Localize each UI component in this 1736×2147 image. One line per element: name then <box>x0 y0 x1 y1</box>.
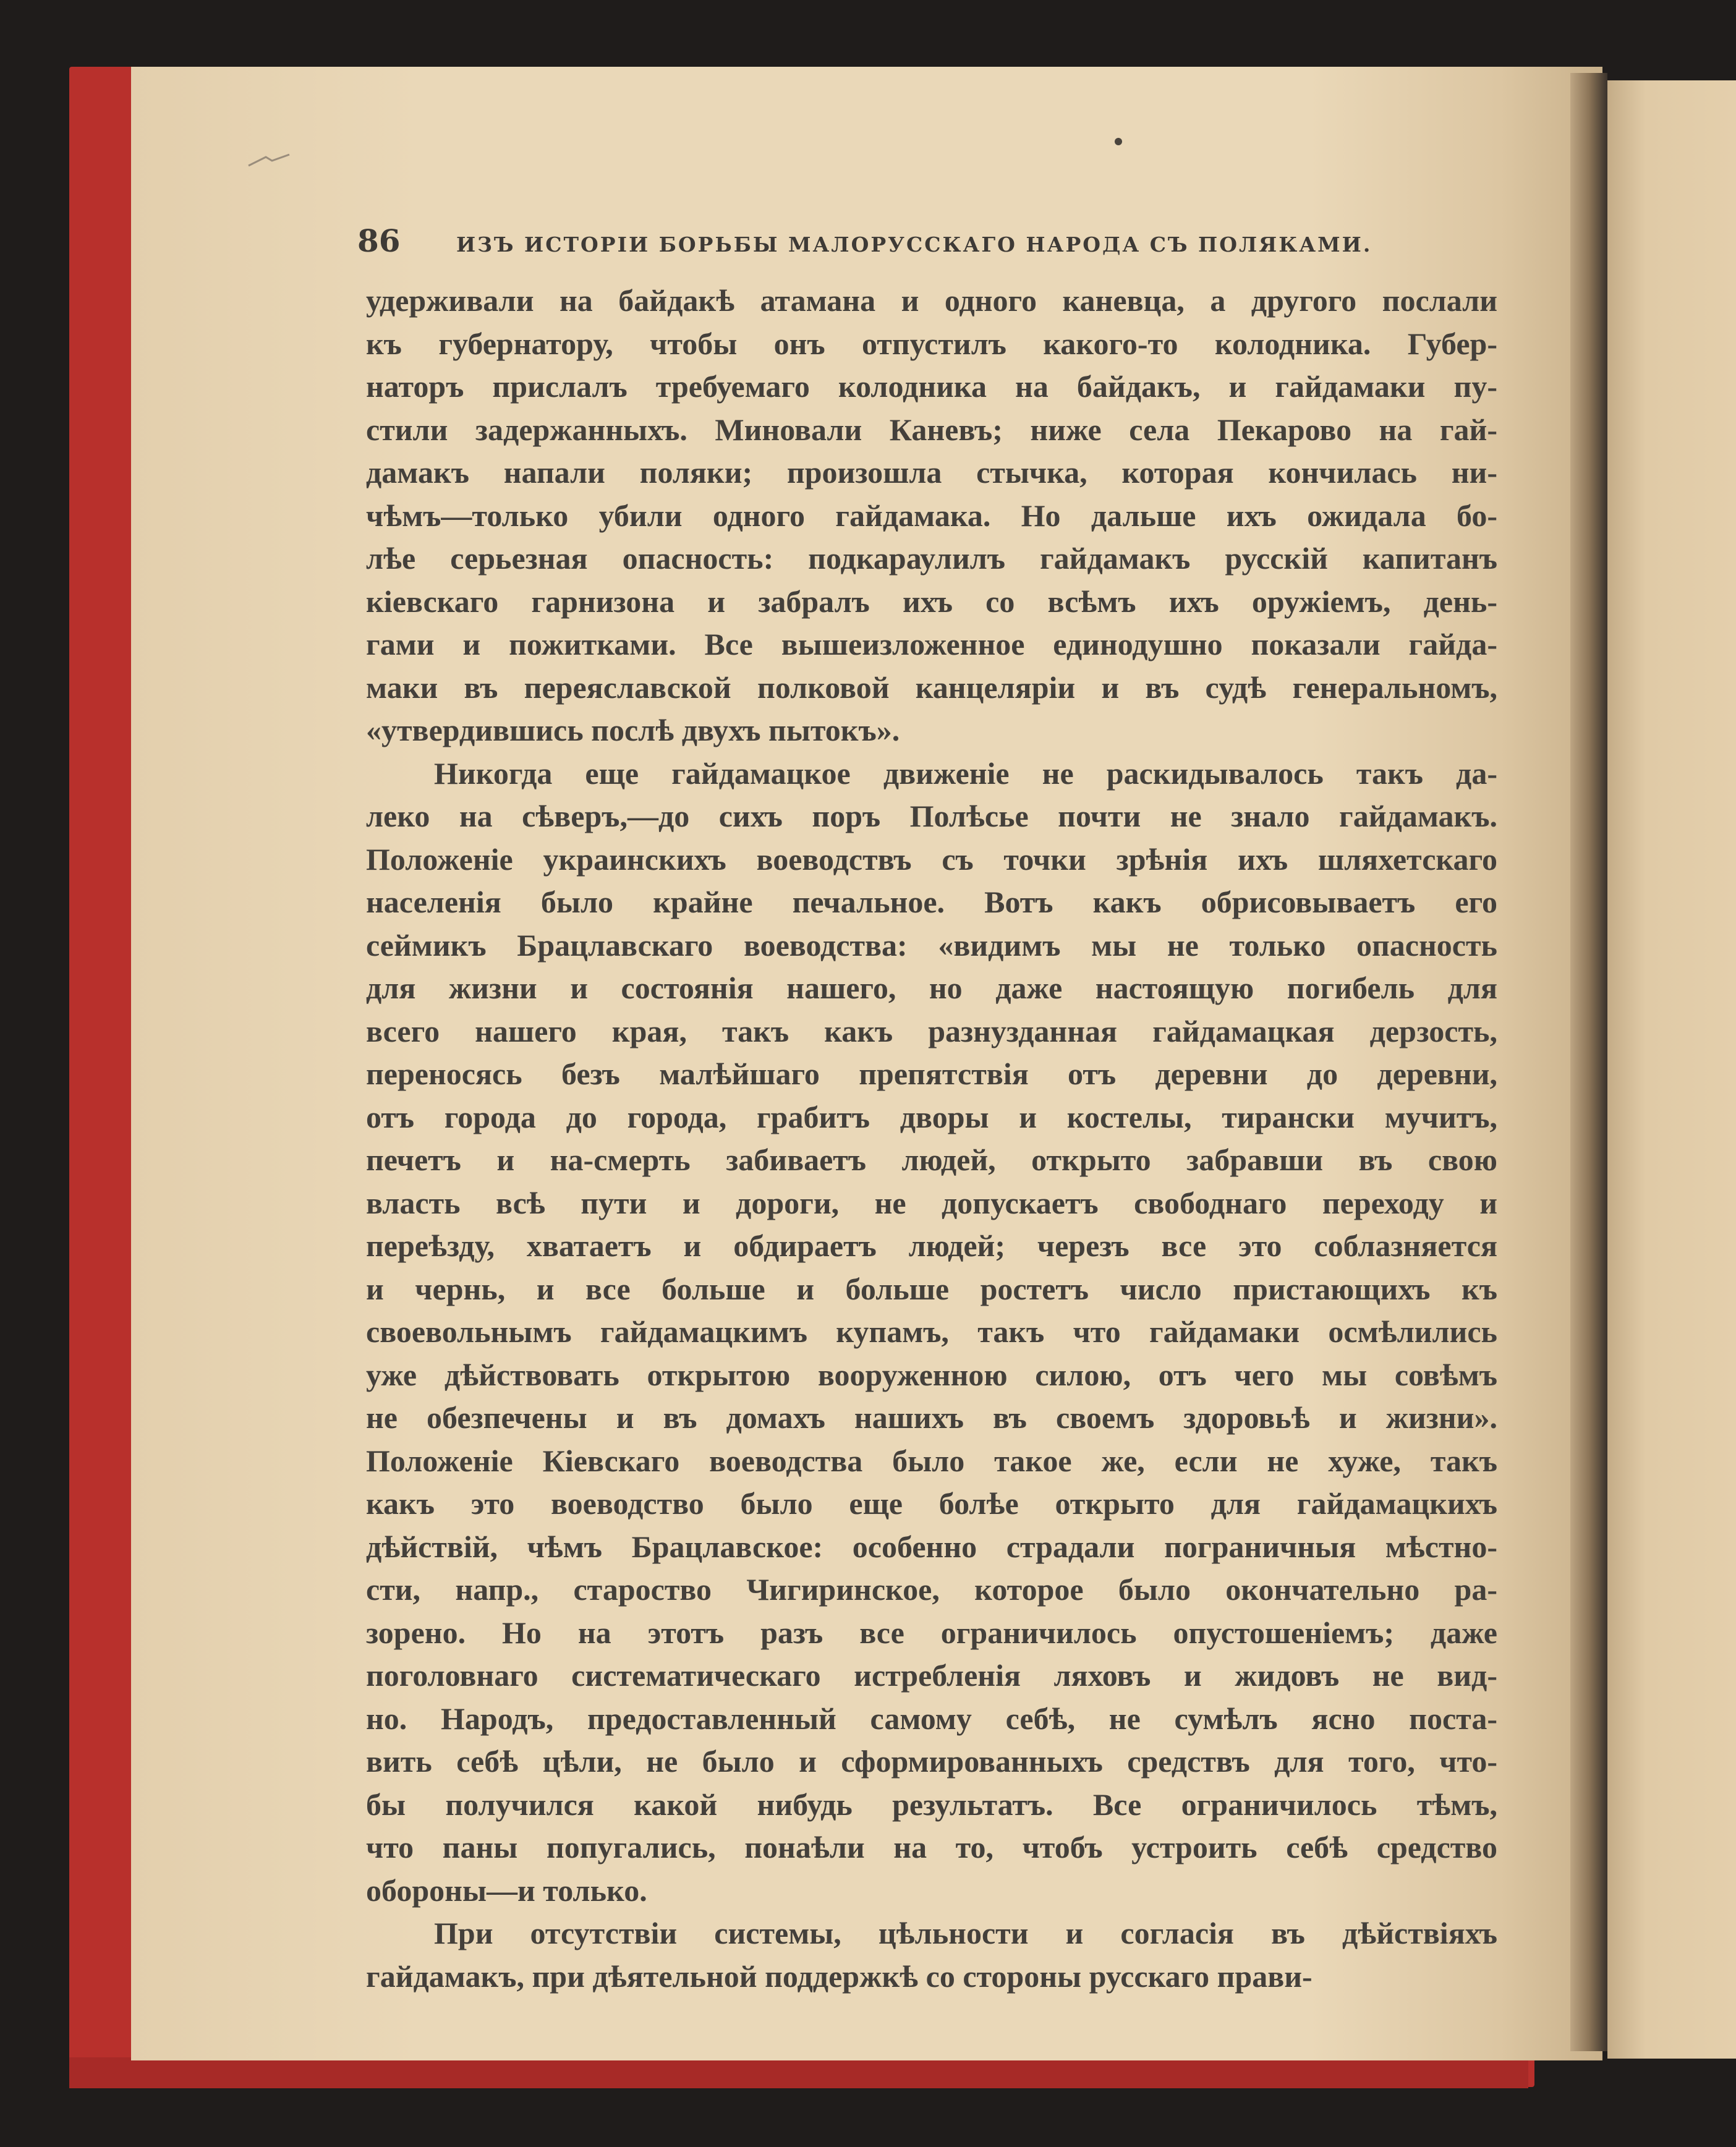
facing-page-edge <box>1607 80 1736 2059</box>
text-line: обороны—и только. <box>366 1873 647 1908</box>
text-line: Положеніе украинскихъ воеводствъ съ точки зрѣнія ихъ шляхетскаго <box>366 841 1497 877</box>
text-line: При отсутствіи системы, цѣльности и согласія въ дѣйствіяхъ <box>434 1916 1497 1950</box>
text-line: зорено. Но на этотъ разъ все ограничилось опустошеніемъ; даже <box>366 1615 1497 1650</box>
running-title: ИЗЪ ИСТОРІИ БОРЬБЫ МАЛОРУССКАГО НАРОДА СЪ ПОЛЯКАМИ. <box>456 232 1372 257</box>
text-line: какъ это воеводство было еще болѣе открыто для гайдамацкихъ <box>366 1486 1497 1521</box>
text-line: лѣе серьезная опасность: подкараулилъ гайдамакъ русскій капитанъ <box>366 541 1497 576</box>
text-line: «утвердившись послѣ двухъ пытокъ». <box>366 713 900 747</box>
text-line: маки въ переяславской полковой канцеляріи и въ судѣ генеральномъ, <box>366 670 1497 705</box>
text-line: для жизни и состоянія нашего, но даже настоящую погибель для <box>366 971 1497 1005</box>
ink-dot-mark <box>1115 138 1122 145</box>
text-line: поголовнаго систематическаго истребленія ляховъ и жидовъ не вид- <box>366 1658 1497 1693</box>
text-line: сеймикъ Брацлавскаго воеводства: «видимъ мы не только опасность <box>366 927 1497 963</box>
text-line: своевольнымъ гайдамацкимъ купамъ, такъ что гайдамаки осмѣлились <box>366 1314 1497 1349</box>
text-line: переносясь безъ малѣйшаго препятствія отъ деревни до деревни, <box>366 1056 1497 1091</box>
book-cover-bottom-edge <box>69 2057 1528 2088</box>
text-line: власть всѣ пути и дороги, не допускаетъ свободнаго переходу и <box>366 1185 1497 1220</box>
text-line: леко на сѣверъ,—до сихъ поръ Полѣсье почти не знало гайдамакъ. <box>366 799 1497 833</box>
page-number: 86 <box>357 223 401 259</box>
text-line: бы получился какой нибудь результатъ. Все ограничилось тѣмъ, <box>366 1787 1497 1822</box>
book-gutter <box>1570 73 1607 2051</box>
text-line: всего нашего края, такъ какъ разнузданная гайдамацкая дерзость, <box>366 1013 1497 1048</box>
text-line: переѣзду, хватаетъ и обдираетъ людей; черезъ все это соблазняется <box>366 1228 1497 1263</box>
text-line: вить себѣ цѣли, не было и сформированныхъ средствъ для того, что- <box>366 1744 1497 1779</box>
text-line: дамакъ напали поляки; произошла стычка, которая кончилась ни- <box>366 455 1497 490</box>
text-line: къ губернатору, чтобы онъ отпустилъ какого-то колодника. Губер- <box>366 326 1497 361</box>
text-line: гами и пожитками. Все вышеизложенное единодушно показали гайда- <box>366 627 1497 661</box>
text-line: кіевскаго гарнизона и забралъ ихъ со всѣмъ ихъ оружіемъ, день- <box>366 584 1497 619</box>
text-line: и чернь, и все больше и больше ростетъ число пристающихъ къ <box>366 1271 1497 1306</box>
text-line: Положеніе Кіевскаго воеводства было такое же, если не хуже, такъ <box>366 1443 1497 1478</box>
text-line: гайдамакъ, при дѣятельной поддержкѣ со стороны русскаго прави- <box>366 1958 1313 1994</box>
text-line: удерживали на байдакѣ атамана и одного каневца, а другого послали <box>366 283 1497 318</box>
text-line: стили задержанныхъ. Миновали Каневъ; ниже села Пекарово на гай- <box>366 412 1497 447</box>
body-text <box>366 279 1497 1998</box>
text-line: отъ города до города, грабитъ дворы и костелы, тирански мучитъ, <box>366 1099 1497 1134</box>
text-line: чѣмъ—только убили одного гайдамака. Но дальше ихъ ожидала бо- <box>366 498 1497 533</box>
pencil-mark-icon <box>247 153 291 168</box>
text-line: дѣйствій, чѣмъ Брацлавское: особенно страдали пограничныя мѣстно- <box>366 1529 1497 1564</box>
text-line: что паны попугались, понаѣли на то, чтобъ устроить себѣ средство <box>366 1830 1497 1864</box>
text-line: населенія было крайне печальное. Вотъ какъ обрисовываетъ его <box>366 885 1497 919</box>
page-header <box>357 223 1384 260</box>
text-line: наторъ прислалъ требуемаго колодника на байдакъ, и гайдамаки пу- <box>366 369 1497 404</box>
text-line: печетъ и на-смерть забиваетъ людей, открыто забравши въ свою <box>366 1142 1497 1177</box>
text-line: сти, напр., староство Чигиринское, которое было окончательно ра- <box>366 1572 1497 1607</box>
text-line: но. Народъ, предоставленный самому себѣ, не сумѣлъ ясно поста- <box>366 1701 1497 1736</box>
text-line: не обезпечены и въ домахъ нашихъ въ своемъ здоровьѣ и жизни». <box>366 1400 1497 1435</box>
text-line: уже дѣйствовать открытою вооруженною силою, отъ чего мы совѣмъ <box>366 1357 1497 1392</box>
text-line: Никогда еще гайдамацкое движеніе не раскидывалось такъ да- <box>434 755 1497 791</box>
